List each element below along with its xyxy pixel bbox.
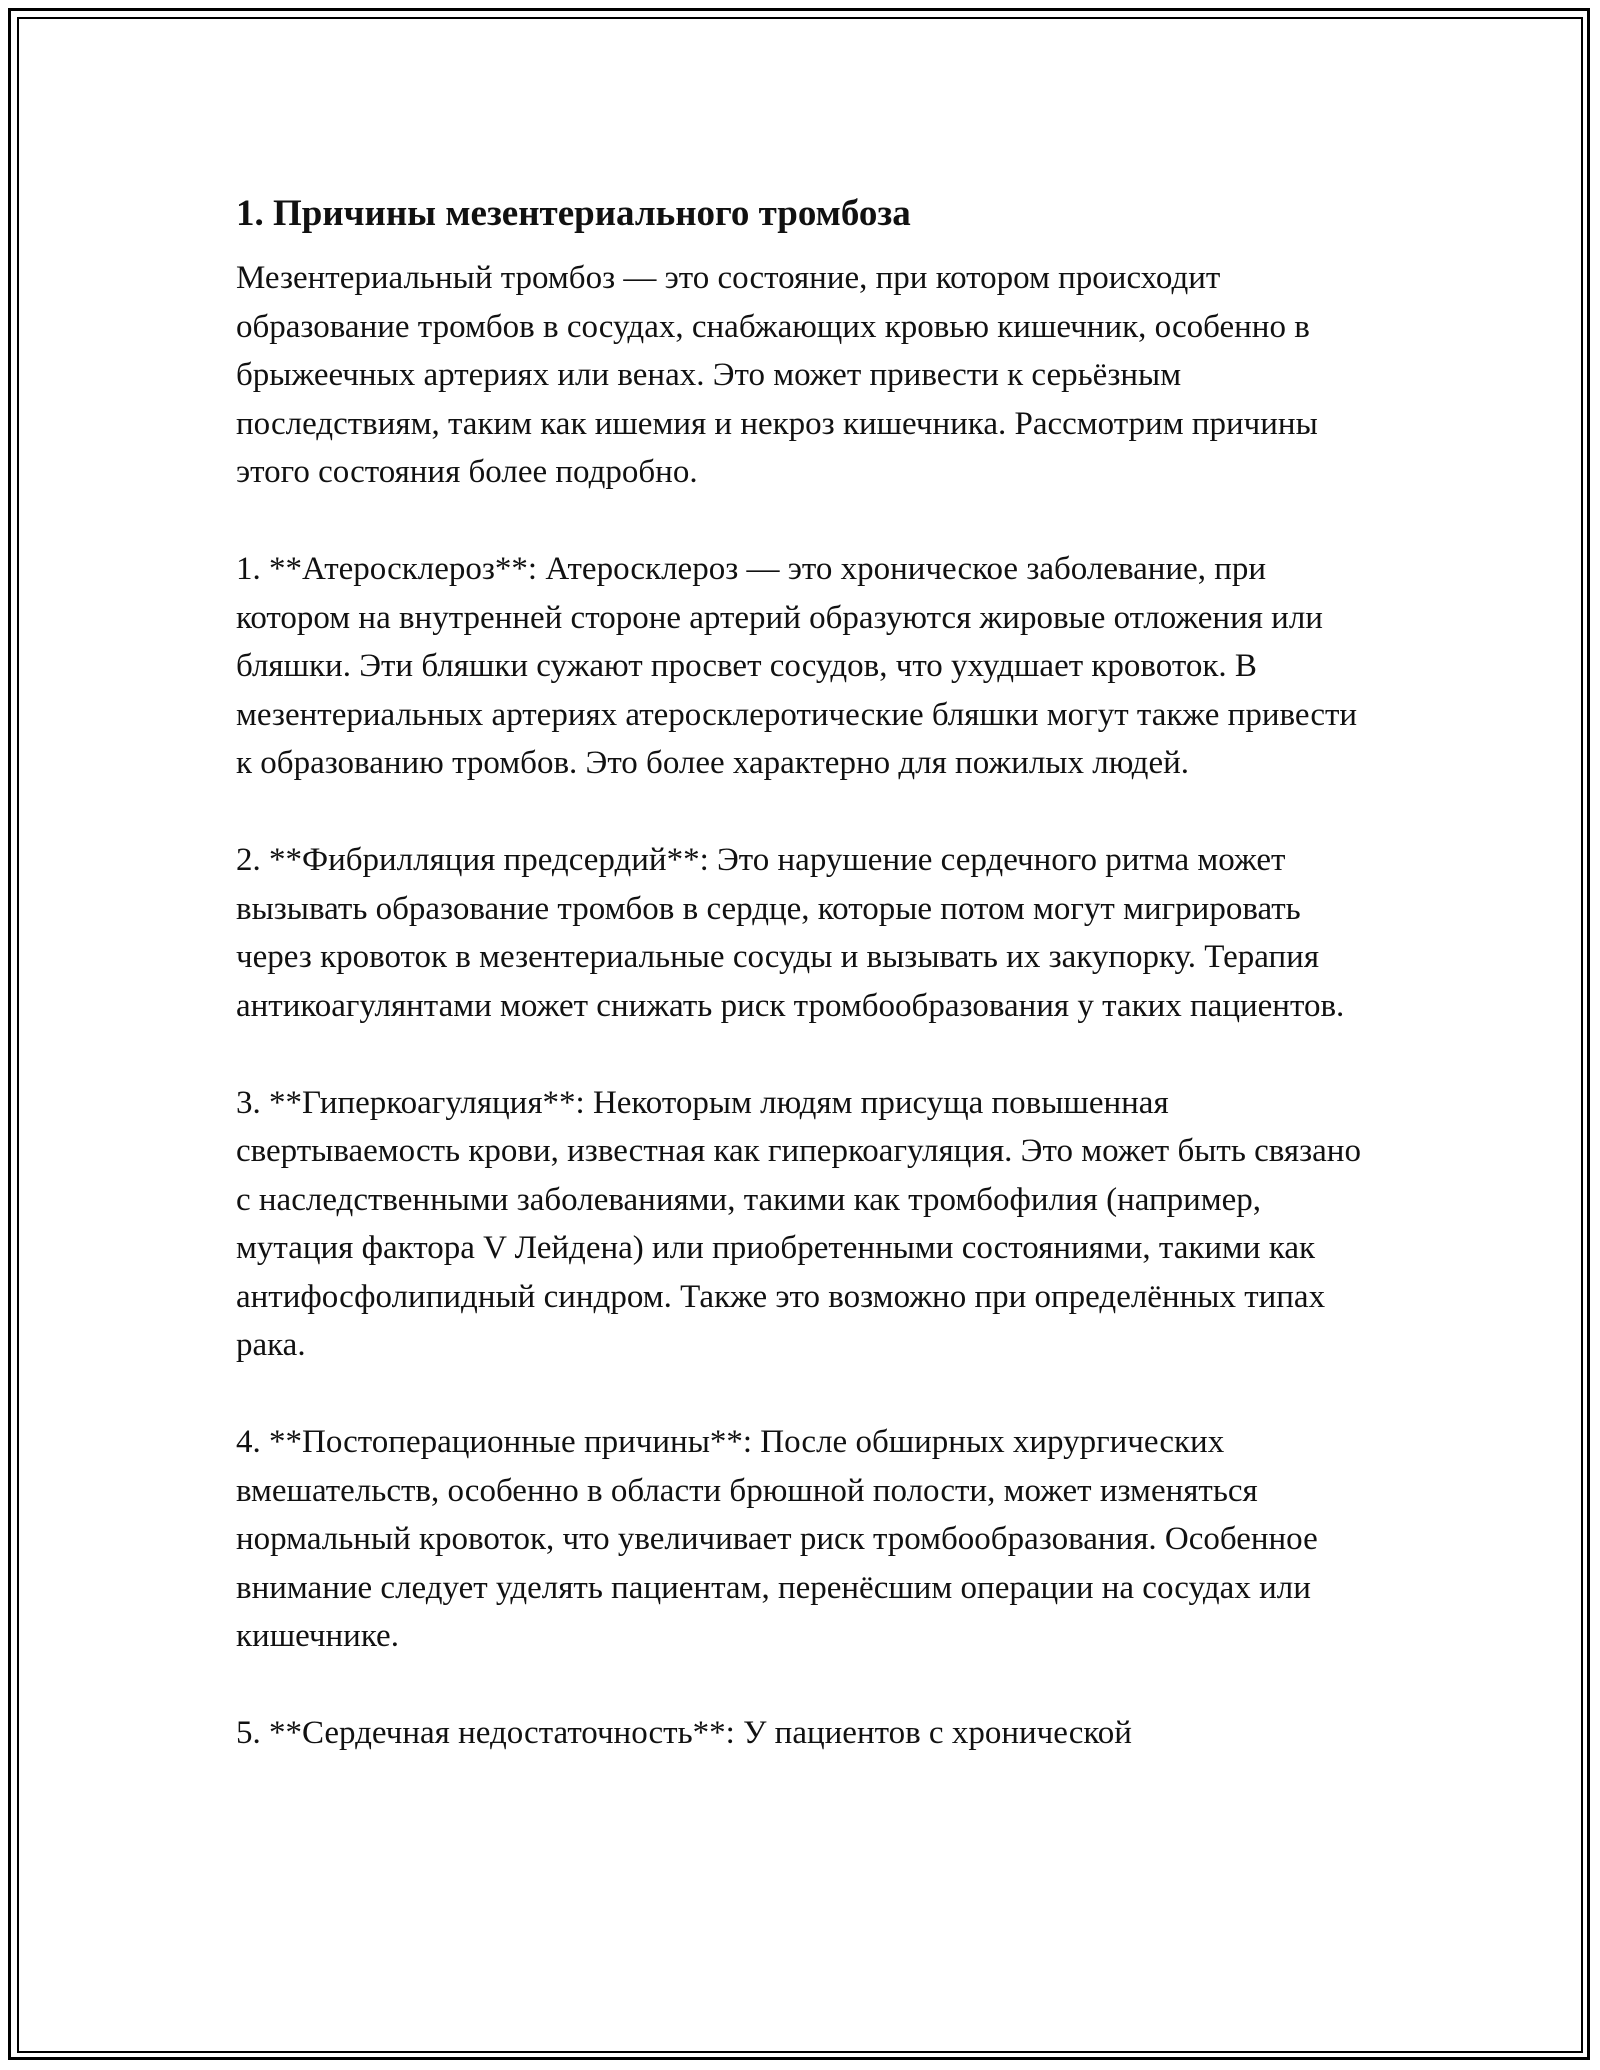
cause-heart-failure-paragraph: 5. **Сердечная недостаточность**: У пациентов с хронической	[236, 1715, 1132, 1751]
cause-atherosclerosis-paragraph: 1. **Атеросклероз**: Атеросклероз — это хроническое заболевание, при котором на внутренней стороне артерий образуются жировые отложения или бляшки. Эти бляшки сужают просвет сосудов, что ухудшает кровоток. В мезентериальных артериях атеросклеротические бляшки могут также привести к образованию тромбов. Это более характерно для пожилых людей.	[236, 551, 1358, 781]
document-body	[236, 186, 1376, 1806]
intro-paragraph: Мезентериальный тромбоз — это состояние, при котором происходит образование тромбов в сосудах, снабжающих кровью кишечник, особенно в брыжеечных артериях или венах. Это может привести к серьёзным последствиям, таким как ишемия и некроз кишечника. Рассмотрим причины этого состояния более подробно.	[236, 260, 1318, 490]
cause-atrial-fibrillation-paragraph: 2. **Фибрилляция предсердий**: Это нарушение сердечного ритма может вызывать образование тромбов в сердце, которые потом могут мигрировать через кровоток в мезентериальные сосуды и вызывать их закупорку. Терапия антикоагулянтами может снижать риск тромбообразования у таких пациентов.	[236, 842, 1345, 1024]
document-title: 1. Причины мезентериального тромбоза	[236, 193, 911, 234]
cause-postoperative-paragraph: 4. **Постоперационные причины**: После обширных хирургических вмешательств, особенно в области брюшной полости, может изменяться нормальный кровоток, что увеличивает риск тромбообразования. Особенное внимание следует уделять пациентам, перенёсшим операции на сосудах или кишечнике.	[236, 1424, 1318, 1654]
cause-hypercoagulation-paragraph: 3. **Гиперкоагуляция**: Некоторым людям присуща повышенная свертываемость крови, известная как гиперкоагуляция. Это может быть связано с наследственными заболеваниями, такими как тромбофилия (например, мутация фактора V Лейдена) или приобретенными состояниями, такими как антифосфолипидный синдром. Также это возможно при определённых типах рака.	[236, 1084, 1361, 1363]
